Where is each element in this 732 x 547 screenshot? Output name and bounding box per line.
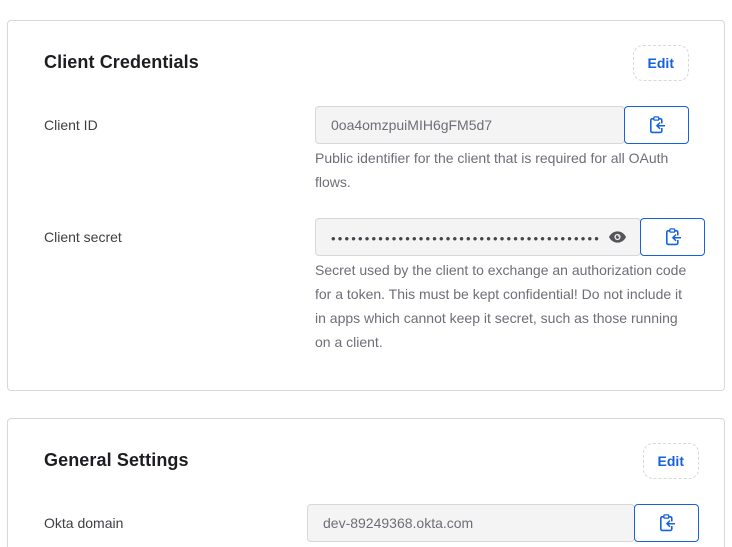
- copy-to-clipboard-icon: [649, 116, 665, 134]
- reveal-client-secret-button[interactable]: [607, 231, 628, 243]
- client-id-field-group: [315, 106, 689, 144]
- client-id-input[interactable]: [315, 106, 625, 144]
- client-secret-row: [44, 218, 689, 354]
- client-id-help-text: Public identifier for the client that is required for all OAuth flows.: [315, 150, 669, 190]
- okta-domain-label: Okta domain: [44, 515, 124, 531]
- general-settings-title: General Settings: [44, 450, 189, 470]
- edit-client-credentials-button[interactable]: Edit: [633, 45, 689, 81]
- client-secret-field-group: [315, 218, 705, 256]
- copy-to-clipboard-icon: [665, 228, 681, 246]
- edit-general-settings-button[interactable]: Edit: [643, 443, 699, 479]
- client-secret-input[interactable]: [315, 218, 641, 256]
- general-settings-panel: [7, 418, 725, 547]
- eye-icon: [609, 231, 626, 243]
- client-secret-label: Client secret: [44, 229, 122, 245]
- copy-client-secret-button[interactable]: [640, 218, 705, 256]
- client-credentials-title: Client Credentials: [44, 52, 199, 72]
- client-id-field-column: [315, 106, 689, 194]
- okta-domain-input[interactable]: [307, 504, 635, 542]
- client-credentials-header: [44, 43, 689, 82]
- copy-client-id-button[interactable]: [624, 106, 689, 144]
- client-id-row: [44, 106, 689, 194]
- client-id-label: Client ID: [44, 117, 98, 133]
- general-settings-header: [44, 441, 699, 480]
- client-id-value: 0oa4omzpuiMIH6gFM5d7: [331, 117, 493, 133]
- client-secret-help-text: Secret used by the client to exchange an authorization code for a token. This must be kept confidential! Do not include it in apps which cannot keep it secret, such as those running on a client.: [315, 262, 687, 350]
- okta-domain-row: [44, 504, 699, 542]
- client-secret-masked-value: ••••••••••••••••••••••••••••••••••••••••: [331, 230, 602, 245]
- okta-domain-field-group: [307, 504, 699, 542]
- copy-okta-domain-button[interactable]: [634, 504, 699, 542]
- copy-to-clipboard-icon: [659, 514, 675, 532]
- okta-domain-value: dev-89249368.okta.com: [323, 515, 474, 531]
- client-credentials-panel: [7, 20, 725, 391]
- okta-domain-field-column: [307, 504, 699, 542]
- client-secret-field-column: [315, 218, 705, 354]
